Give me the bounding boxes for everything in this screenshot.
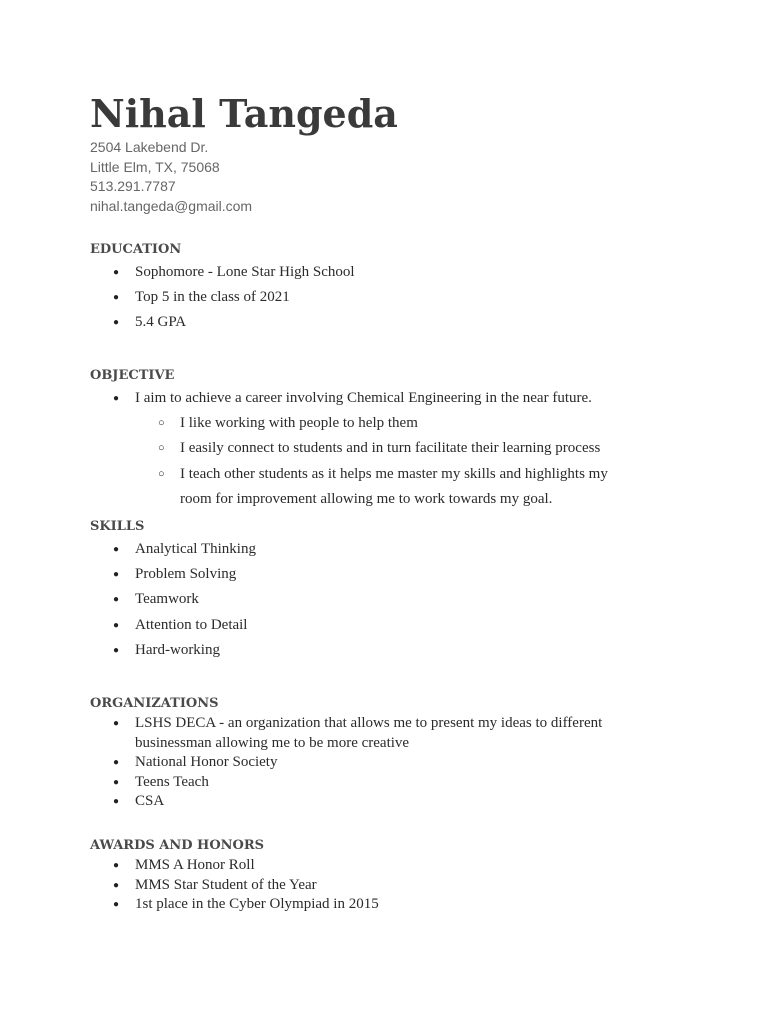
bullet-icon: ● [113, 796, 120, 807]
list-item [90, 436, 640, 461]
skills-list [90, 537, 690, 663]
bullet-icon: ● [113, 860, 120, 871]
skill-item: Attention to Detail [135, 616, 248, 633]
objective-list [90, 386, 690, 411]
bullet-icon: ● [113, 879, 120, 891]
bullet-icon: ● [113, 317, 120, 329]
skill-item: Analytical Thinking [135, 541, 256, 557]
objective-sublist [90, 411, 640, 512]
contact-email: nihal.tangeda@gmail.com [90, 197, 253, 214]
list-item [90, 792, 635, 812]
bullet-icon: ● [113, 594, 120, 606]
list-item [90, 285, 690, 310]
skill-item: Hard-working [135, 641, 220, 658]
bullet-icon: ● [113, 619, 120, 631]
skills-heading: SKILLS [90, 519, 145, 534]
bullet-icon: ● [113, 292, 120, 304]
awards-heading: AWARDS AND HONORS [90, 838, 265, 853]
list-item [90, 562, 690, 587]
bullet-icon: ● [113, 569, 120, 581]
skill-item: Problem Solving [135, 566, 237, 583]
list-item [90, 613, 690, 638]
list-item [90, 753, 635, 773]
objective-subitem: I easily connect to students and in turn facilitate their learning process [180, 440, 601, 457]
education-item: Sophomore - Lone Star High School [135, 264, 355, 280]
list-item [90, 895, 690, 915]
contact-block [90, 138, 252, 216]
objective-heading: OBJECTIVE [90, 368, 175, 383]
objective-subitem: I like working with people to help them [180, 415, 418, 432]
organizations-section [90, 694, 690, 812]
bullet-icon: ● [113, 757, 120, 768]
education-item: Top 5 in the class of 2021 [135, 289, 290, 306]
list-item [90, 386, 690, 411]
education-item: 5.4 GPA [135, 314, 187, 331]
bullet-icon: ● [113, 544, 120, 555]
hollow-bullet-icon: ○ [158, 467, 165, 480]
organizations-heading: ORGANIZATIONS [90, 696, 219, 711]
objective-section [90, 366, 690, 512]
bullet-icon: ● [113, 393, 120, 404]
award-item: 1st place in the Cyber Olympiad in 2015 [135, 896, 379, 912]
list-item [90, 462, 640, 512]
hollow-bullet-icon: ○ [158, 417, 165, 430]
contact-city: Little Elm, TX, 75068 [90, 158, 220, 175]
objective-subitem: I teach other students as it helps me master my skills and highlights my room for improvement allowing me to work towards my goal. [180, 465, 608, 507]
list-item [90, 587, 690, 612]
awards-list [90, 856, 690, 915]
list-item [90, 537, 690, 562]
award-item: MMS Star Student of the Year [135, 876, 317, 893]
list-item [90, 714, 635, 753]
list-item [90, 856, 690, 876]
bullet-icon: ● [113, 644, 120, 656]
skill-item: Teamwork [135, 591, 199, 608]
bullet-icon: ● [113, 899, 120, 910]
organization-item: Teens Teach [135, 773, 209, 790]
objective-item: I aim to achieve a career involving Chemical Engineering in the near future. [135, 390, 592, 406]
organization-item: LSHS DECA - an organization that allows me to present my ideas to different businessman allowing me to be more creative [135, 715, 603, 751]
awards-section [90, 836, 690, 915]
bullet-icon: ● [113, 776, 120, 788]
organization-item: National Honor Society [135, 754, 278, 770]
list-item [90, 876, 690, 896]
contact-address: 2504 Lakebend Dr. [90, 139, 209, 155]
list-item [90, 310, 690, 335]
list-item [90, 773, 635, 793]
resume-name: Nihal Tangeda [90, 91, 398, 136]
bullet-icon: ● [113, 267, 120, 278]
skills-section [90, 517, 690, 663]
education-heading: EDUCATION [90, 242, 182, 257]
organization-item: CSA [135, 793, 165, 809]
list-item [90, 638, 690, 663]
hollow-bullet-icon: ○ [158, 442, 165, 455]
contact-phone: 513.291.7787 [90, 178, 176, 194]
organizations-list [90, 714, 635, 812]
education-section [90, 240, 690, 336]
bullet-icon: ● [113, 718, 120, 729]
list-item [90, 411, 640, 436]
list-item [90, 260, 690, 285]
award-item: MMS A Honor Roll [135, 857, 255, 873]
education-list [90, 260, 690, 336]
